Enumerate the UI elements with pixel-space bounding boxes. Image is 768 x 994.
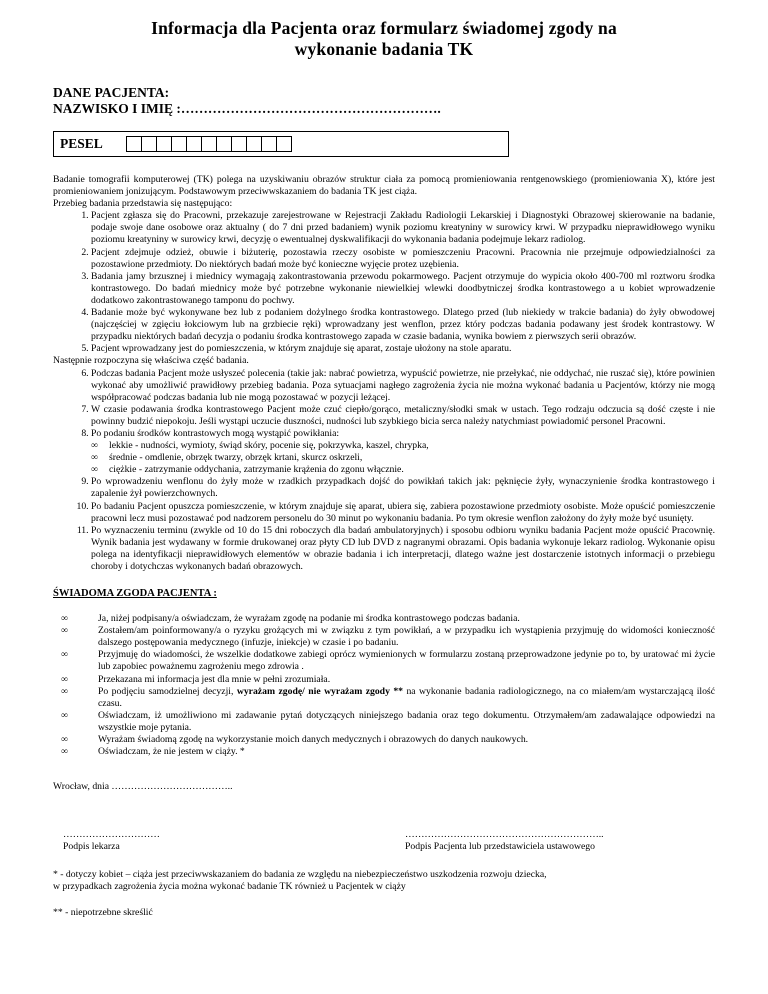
step-item: 1. Pacjent zgłasza się do Pracowni, przekazuje zarejestrowane w Rejestracji Zakładu Radiologii Lekarskiej i Diagnostyki Obrazowej skierowanie na badanie, podaje swoje dane osobowe oraz aktualny ( do 7 dni przed badaniem) wynik poziomu kreatyniny w surowicy krwi. W przypadku nieprawidłowego wyniku poziomu kreatyniny w surowicy krwi, decyzję o ewentualnej dyskwalifikacji do wykonania badania podejmuje lekarz radiolog. bbox=[91, 210, 715, 246]
doctor-signature-line: ………………………… bbox=[63, 829, 160, 841]
step-item: 7. W czasie podawania środka kontrastowego Pacjent może czuć ciepło/gorąco, metaliczny/słodki smak w ustach. Tego rodzaju odczucia są dość częste i nie powinny budzić niepokoju. Jeśli wystąpi uczucie duszności, nudności lub szybkiego bicia serca należy natychmiast powiadomić personel Pracowni. bbox=[91, 404, 715, 428]
consent-item: ∞ Ja, niżej podpisany/a oświadczam, że wyrażam zgodę na podanie mi środka kontrastowego podczas badania. bbox=[53, 613, 715, 625]
title-line-1: Informacja dla Pacjenta oraz formularz świadomej zgody na bbox=[151, 18, 617, 38]
step-item: 9. Po wprowadzeniu wenflonu do żyły może w rzadkich przypadkach dojść do powikłań takich jak: pęknięcie żyły, wynaczynienie środka kontrastowego i zapalenie żył powierzchownych. bbox=[91, 476, 715, 500]
consent-decision-item bbox=[53, 686, 715, 710]
patient-signature-label: Podpis Pacjenta lub przedstawiciela ustawowego bbox=[405, 841, 595, 853]
pesel-digit-cell[interactable] bbox=[216, 136, 232, 152]
pesel-digit-cell[interactable] bbox=[141, 136, 157, 152]
consent-list bbox=[53, 613, 715, 758]
procedure-steps-final bbox=[53, 476, 715, 573]
procedure-steps bbox=[53, 210, 715, 355]
step-item: 4. Badanie może być wykonywane bez lub z podaniem dożylnego środka kontrastowego. Dlatego przed (lub niekiedy w trakcie badania) do żyły obwodowej (najczęściej w zgięciu łokciowym lub na grzbiecie ręki) wprowadzany jest wenflon, przez który podczas badania podawany jest środek kontrastowy. W przypadku niektórych badań decyzja o podaniu środka kontrastowego zapada w czasie badania, wynika bowiem z pierwszych serii obrazów. bbox=[91, 307, 715, 343]
complication-item: ∞ ciężkie - zatrzymanie oddychania, zatrzymanie krążenia do zgonu włącznie. bbox=[91, 464, 715, 476]
step-item: 10. Po badaniu Pacjent opuszcza pomieszczenie, w którym znajduje się aparat, ubiera się, zabiera pozostawione przedmioty osobiste. Może opuścić pomieszczenie pracowni lecz musi pozostawać pod nadzorem personelu do 30 minut po wykonaniu badania. Po tym okresie wenflon założony do żyły może być usunięty. bbox=[91, 501, 715, 525]
step-item bbox=[91, 343, 715, 355]
footnote-double-star: ** - niepotrzebne skreślić bbox=[53, 907, 153, 919]
consent-item: ∞ Oświadczam, że nie jestem w ciąży. * bbox=[53, 746, 715, 758]
patient-data-heading: DANE PACJENTA: bbox=[53, 85, 170, 100]
title-line-2: wykonanie badania TK bbox=[294, 39, 474, 59]
pesel-digit-cell[interactable] bbox=[276, 136, 292, 152]
decision-post: na wykonanie badania radiologicznego, na co miałem/am wystarczającą ilość czasu. bbox=[98, 685, 715, 709]
doctor-signature-label: Podpis lekarza bbox=[63, 841, 120, 853]
consent-item: ∞ Wyrażam świadomą zgodę na wykorzystanie moich danych medycznych i obrazowych do danych naukowych. bbox=[53, 734, 715, 746]
pesel-digit-cell[interactable] bbox=[171, 136, 187, 152]
document-title bbox=[53, 18, 715, 60]
step-item: 11. Po wyznaczeniu terminu (zwykle od 10 do 15 dni roboczych dla badań ambulatoryjnych) i sposobu odbioru wyniku badania Pacjent może opuścić Pracownię. Wynik badania jest wydawany w formie drukowanej oraz płyty CD lub DVD z nagranymi obrazami. Opis badania wykonuje lekarz radiolog. Wykonanie opisu polega na identyfikacji nieprawidłowych elementów w obrazie badania i ich interpretacji, dlatego ważne jest dostarczenie istotnych informacji o przebiegu choroby i dotychczas wykonanych badań obrazowych. bbox=[91, 525, 715, 573]
footnote-star-line-1: * - dotyczy kobiet – ciąża jest przeciwwskazaniem do badania ze względu na niebezpieczeństwo uszkodzenia rozwoju dziecka, bbox=[53, 869, 547, 881]
patient-data-section bbox=[53, 85, 715, 117]
footnote-star bbox=[53, 869, 715, 893]
document-page bbox=[53, 18, 715, 918]
step-note: Następnie rozpoczyna się właściwa część badania. bbox=[53, 355, 249, 367]
patient-name-field[interactable]: NAZWISKO I IMIĘ :…………………………………………………. bbox=[53, 101, 441, 116]
pesel-digit-cell[interactable] bbox=[186, 136, 202, 152]
decision-pre: Po podjęciu samodzielnej decyzji, bbox=[98, 685, 237, 697]
patient-signature[interactable] bbox=[405, 829, 715, 853]
pesel-digit-cell[interactable] bbox=[261, 136, 277, 152]
complication-item: ∞ lekkie - nudności, wymioty, świąd skóry, pocenie się, pokrzywka, kaszel, chrypka, bbox=[91, 440, 715, 452]
decision-choice[interactable]: wyrażam zgodę/ nie wyrażam zgody ** bbox=[236, 685, 404, 697]
pesel-cells bbox=[126, 132, 291, 156]
patient-signature-line: …………………………………………………….. bbox=[405, 829, 604, 841]
intro-paragraph: Badanie tomografii komputerowej (TK) polega na uzyskiwaniu obrazów struktur ciała za pomocą promieniowania rentgenowskiego (promieniowania X), które jest promieniowaniem jonizującym. Podstawowym przeciwwskazaniem do badania TK jest ciąża. bbox=[53, 174, 715, 198]
step-text: Pacjent wprowadzany jest do pomieszczenia, w którym znajduje się aparat, zostaje ułożony na stole aparatu. bbox=[91, 343, 512, 355]
procedure-info bbox=[53, 174, 715, 573]
pesel-digit-cell[interactable] bbox=[126, 136, 142, 152]
procedure-heading: Przebieg badania przedstawia się następująco: bbox=[53, 198, 233, 210]
step-item: 6. Podczas badania Pacjent może usłyszeć polecenia (takie jak: nabrać powietrza, wypuścić powietrze, nie przełykać, nie oddychać, nie ruszać się), które powinien wykonać aby umożliwić prawidłowy przebieg badania. Poza sytuacjami nagłego zagrożenia życia nie można wykonać badania u Pacjentów, którzy nie mogą współpracować podczas badania lub nie mogą pozostawać w pozycji leżącej. bbox=[91, 368, 715, 404]
complications-list bbox=[53, 440, 715, 476]
pesel-digit-cell[interactable] bbox=[156, 136, 172, 152]
consent-item: ∞ Zostałem/am poinformowany/a o ryzyku grożących mi w związku z tym powikłań, a w przypadku ich wystąpienia przyjmuję do widomości konieczność dalszego postępowania medycznego (infuzje, iniekcje) w czasie i po badaniu. bbox=[53, 625, 715, 649]
procedure-steps-continued bbox=[53, 368, 715, 441]
consent-item: ∞ Przyjmuję do wiadomości, że wszelkie dodatkowe zabiegi oprócz wymienionych w formularzu zostaną przeprowadzone jedynie po to, by uratować mi życie lub zapobiec poważnemu zagrożeniu mego zdrowia . bbox=[53, 649, 715, 673]
signature-row bbox=[53, 829, 715, 853]
consent-item: ∞ Przekazana mi informacja jest dla mnie w pełni zrozumiała. bbox=[53, 674, 715, 686]
pesel-label: PESEL bbox=[60, 136, 103, 151]
pesel-row bbox=[53, 131, 715, 157]
pesel-digit-cell[interactable] bbox=[231, 136, 247, 152]
step-text: Po podaniu środków kontrastowych mogą wystąpić powikłania: bbox=[91, 427, 340, 439]
pesel-digit-cell[interactable] bbox=[201, 136, 217, 152]
footnote-star-line-2: w przypadkach zagrożenia życia można wykonać badanie TK również u Pacjentek w ciąży bbox=[53, 881, 406, 893]
step-item: 3. Badania jamy brzusznej i miednicy wymagają zakontrastowania przewodu pokarmowego. Pacjent otrzymuje do wypicia około 400-700 ml roztworu środka kontrastowego. Do badań miednicy może być potrzebne wykonanie niewielkiej wlewki doodbytniczej środka kontrastowego a u kobiet wprowadzenie dodatkowo zakontrastowanego tamponu do pochwy. bbox=[91, 271, 715, 307]
pesel-box bbox=[53, 131, 509, 157]
complication-item: ∞ średnie - omdlenie, obrzęk twarzy, obrzęk krtani, skurcz oskrzeli, bbox=[91, 452, 715, 464]
place-date-field[interactable]: Wrocław, dnia ……………………………….. bbox=[53, 781, 233, 793]
step-item: 2. Pacjent zdejmuje odzież, obuwie i biżuterię, pozostawia rzeczy osobiste w pomieszczeniu Pracowni. Pracownia nie przejmuje odpowiedzialności za pozostawione przedmioty. Do niektórych badań może być konieczne wyjęcie protez uzębienia. bbox=[91, 247, 715, 271]
doctor-signature[interactable] bbox=[53, 829, 233, 853]
step-item bbox=[91, 428, 715, 440]
pesel-digit-cell[interactable] bbox=[246, 136, 262, 152]
consent-title: ŚWIADOMA ZGODA PACJENTA : bbox=[53, 588, 217, 600]
consent-item: ∞ Oświadczam, iż umożliwiono mi zadawanie pytań dotyczących niniejszego badania oraz tego dokumentu. Otrzymałem/am zadawalające odpowiedzi na wszystkie moje pytania. bbox=[53, 710, 715, 734]
